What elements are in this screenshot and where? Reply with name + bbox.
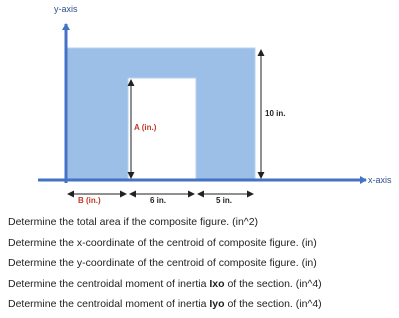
dimension-6-label: 6 in. [150, 196, 167, 205]
question-inertia-ixo: Determine the centroidal moment of inertia Ixo of the section. (in^4) [8, 277, 322, 290]
x-axis-label: x-axis [368, 175, 392, 185]
composite-shape [66, 48, 255, 180]
question-inertia-iyo: Determine the centroidal moment of inertia Iyo of the section. (in^4) [8, 298, 322, 310]
dimension-5-label: 5 in. [216, 196, 233, 205]
y-axis-label: y-axis [54, 4, 78, 14]
question-centroid-y: Determine the y-coordinate of the centroid of composite figure. (in) [8, 257, 317, 269]
question-list [8, 212, 396, 315]
dimension-height-label: 10 in. [265, 109, 286, 118]
dimension-B-label: B (in.) [78, 196, 101, 205]
question-centroid-x: Determine the x-coordinate of the centroid of composite figure. (in) [8, 236, 317, 249]
question-total-area: Determine the total area if the composite figure. (in^2) [8, 216, 259, 228]
dimension-A-label: A (in.) [134, 123, 157, 132]
